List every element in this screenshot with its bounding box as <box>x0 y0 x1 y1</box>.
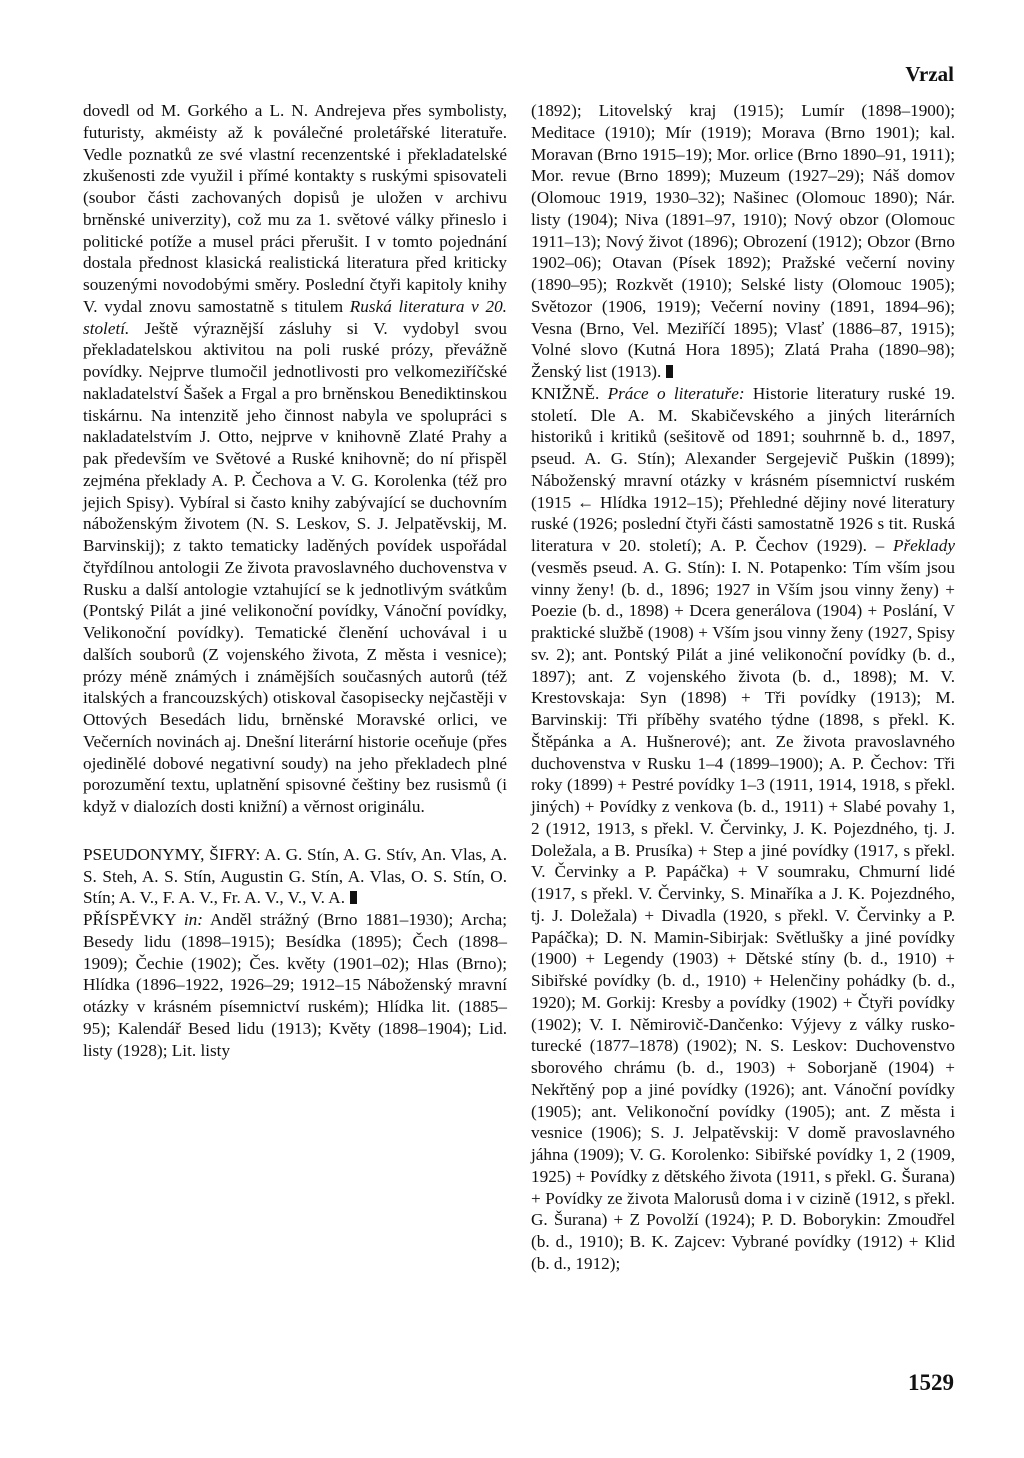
italic-subheading: Překlady <box>884 536 955 555</box>
body-paragraph <box>83 100 507 818</box>
contributions-text-cont: (1892); Litovelský kraj (1915); Lumír (1898–1900); Meditace (1910); Mír (1919); Morava (Brno 1901); kal. Moravan (Brno 1915–19); Mor. orlice (Brno 1890–91, 1911); Mor. revue (Brno 1899); Muzeum (1927–29); Náš domov (Olomouc 1919, 1930–32); Našinec (Olomouc 1890); Nár. listy (1904); Niva (1891–97, 1910); Nový obzor (Olomouc 1911–13); Nový život (1896); Obrození (1912); Obzor (Brno 1902–06); Otavan (Písek 1892); Pražské večerní noviny (1890–95); Rozkvět (1910); Selské listy (Olomouc 1905); Světozor (1906, 1919); Večerní noviny (1891, 1894–96); Vesna (Brno, Vel. Meziříčí 1895); Vlasť (1886–87, 1915); Volné slovo (Kutná Hora 1895); Zlatá Praha (1890–98); Ženský list (1913). <box>531 101 955 381</box>
italic-title: Ruská literatura v 20. století. <box>83 296 507 338</box>
page-number: 1529 <box>908 1370 954 1395</box>
contributions-label: PŘÍSPĚVKY <box>83 910 176 929</box>
contributions-paragraph <box>83 909 507 1061</box>
pseudonyms-text: PSEUDONYMY, ŠIFRY: A. G. Stín, A. G. Stív, An. Vlas, A. S. Steh, A. S. Stín, Augustin G. Stín, A. Vlas, O. S. Stín, O. Stín; A. V., F. A. V., Fr. A. V., V., V. A. <box>83 844 507 908</box>
italic-in: in: <box>183 910 203 929</box>
pseudonyms-paragraph <box>83 844 507 909</box>
books-text: Historie literatury ruské 19. století. Dle A. M. Skabičevského a jiných literárních historiků i kritiků (sešitově od 1891; souhrnně b. d., 1897, pseud. A. G. Stín); Alexander Sergejevič Puškin (1899); Náboženský mravní otázky v krásném písemnictví ruském (1915 ← Hlídka 1912–15); Přehledné dějiny nové literatury ruské (1926; poslední čtyři části samostatně 1926 s tit. Ruská literatura v 20. století); A. P. Čechov (1929). – <box>531 383 955 555</box>
right-column <box>531 100 955 1275</box>
section-end-mark <box>666 365 673 378</box>
left-column <box>83 100 507 1061</box>
text-run: dovedl od M. Gorkého a L. N. Andrejeva přes symbolisty, futuristy, akméisty až k poválečné proletářské literatuře. Vedle poznatků ze své vlastní recenzentské i překladatelské zkušenosti zde využil i přímé kontakty s ruskými spisovateli (soubor části zachovaných dopisů je uložen v archivu brněnské univerzity), což mu za 1. světové války přineslo i politické potíže a musel práci přerušit. I v tomto pojednání dostala přednost klasická realistická literatura před kriticky souzenými novodobými směry. Poslední čtyři kapitoly knihy V. vydal znovu samostatně s titulem <box>83 101 507 316</box>
section-gap <box>83 818 507 844</box>
books-label: KNIŽNĚ. <box>531 383 600 403</box>
contributions-text: Anděl strážný (Brno 1881–1930); Archa; Besedy lidu (1898–1915); Besídka (1895); Čech (1898–1909); Čechie (1902); Čes. květy (1901–02); Hlas (Brno); Hlídka (1896–1922, 1926–29; 1912–15 Náboženský mravní otázky v krásném písemnictví ruském); Hlídka lit. (1885–95); Kalendář Besed lidu (1913); Květy (1898–1904); Lid. listy (1928); Lit. listy <box>83 910 507 1060</box>
books-paragraph <box>531 383 955 1275</box>
section-end-mark <box>350 891 357 904</box>
contributions-continued <box>531 100 955 383</box>
translations-text: (vesměs pseud. A. G. Stín): I. N. Potapenko: Tím vším jsou vinny ženy! (b. d., 1896; 1927 in Vším jsou vinny ženy) + Poezie (b. d., 1898) + Dcera generálova (1904) + Poslání, V praktické službě (1908) + Vším jsou vinny ženy (1927, Spisy sv. 2); ant. Pontský Pilát a jiné velikonoční povídky (b. d., 1897); ant. Z vojenského života (b. d., 1898); M. V. Krestovskaja: Syn (1898) + Tři povídky (1913); M. Barvinskij: Tři příběhy svatého týdne (1898, s překl. K. Štěpánka a A. Hušnerové); ant. Ze života pravoslavného duchovenstva v Rusku 1–4 (1899–1900); A. P. Čechov: Tři roky (1899) + Pestré povídky 1–3 (1911, 1914, 1918, s překl. jiných) + Povídky z venkova (b. d., 1911) + Slabé povahy 1, 2 (1912, 1913, s překl. V. Červinky, J. K. Pojezdného, tj. J. Doležala, a B. Prusíka) + Step a jiné povídky (1917, s překl. V. Červinky a P. Papáčka) + V soumraku, Chmurní lidé (1917, s překl. V. Červinky, S. Minaříka a J. K. Pojezdného, tj. J. Doležala) + Divadla (1920, s překl. V. Červinky a P. Papáčka); D. N. Mamin-Sibirjak: Světlušky a jiné povídky (1900) + Legendy (1903) + Dětské stíny (b. d., 1910) + Sibiřské povídky (b. d., 1910) + Helenčiny pohádky (b. d., 1920); M. Gorkij: Kresby a povídky (1902) + Čtyři povídky (1902); V. I. Němirovič-Dančenko: Výjevy z války rusko-turecké (1877–1878) (1902); N. S. Leskov: Duchovenstvo sborového chrámu (b. d., 1903) + Soborjaně (1904) + Nekřtěný pop a jiné povídky (1926); ant. Vánoční povídky (1905); ant. Velikonoční povídky (1905); ant. Z města i vesnice (1906); S. J. Jelpatěvskij: V domě pravoslavného jáhna (1909); V. G. Korolenko: Sibiřské povídky 1, 2 (1909, 1925) + Povídky z dětského života (1911, s překl. G. Šurana) + Povídky ze života Malorusů doma i v cizině (1912, s překl. G. Šurana) + Z Povolží (1924); P. D. Boborykin: Zmoudřel (b. d., 1910); B. K. Zajcev: Vybrané povídky (1912) + Klid (b. d., 1912); <box>531 557 955 1273</box>
text-run: Ještě výraznější zásluhy si V. vydobyl svou překladatelskou aktivitou na poli ruské prózy, převážně povídky. Nejprve tlumočil jednotlivosti pro velkomeziříčské nakladatelství Šašek a Frgal a pro brněnskou Benediktinskou tiskárnu. Na intenzitě jeho činnost nabyla ve spolupráci s nakladatelstvím J. Otto, nejprve v knihovně Zlaté Prahy a pak především ve Světové a Ruské knihovně; do ní přispěl zejména překlady A. P. Čechova a V. G. Korolenka (též pro jejich Spisy). Vybíral si často knihy zabývající se duchovním náboženským životem (N. S. Leskov, S. J. Jelpatěvskij, M. Barvinskij); z takto tematicky laděných povídek uspořádal čtyřdílnou antologii Ze života pravoslavného duchovenstva v Rusku a další antologie vztahující se k jednotlivým svátkům (Pontský Pilát a jiné velikonoční povídky, Vánoční povídky, Velikonoční povídky). Tematické členění uchovával i u dalších souborů (Z vojenského života, Z města i vesnice); prózy méně známých i známějších současných autorů (též italských a francouzských) otiskoval časopisecky nejčastěji v Ottových Besedách lidu, brněnské Moravské orlici, ve Večerních novinách aj. Dnešní literární historie oceňuje (přes ojedinělé dobové negativní soudy) na jeho překladech plné porozumění textu, uplatnění spisovné češtiny bez rusismů (i když v dialozích dosti knižní) a věrnost originálu. <box>83 318 507 816</box>
italic-subheading: Práce o literatuře: <box>599 383 745 403</box>
running-head: Vrzal <box>905 62 954 86</box>
